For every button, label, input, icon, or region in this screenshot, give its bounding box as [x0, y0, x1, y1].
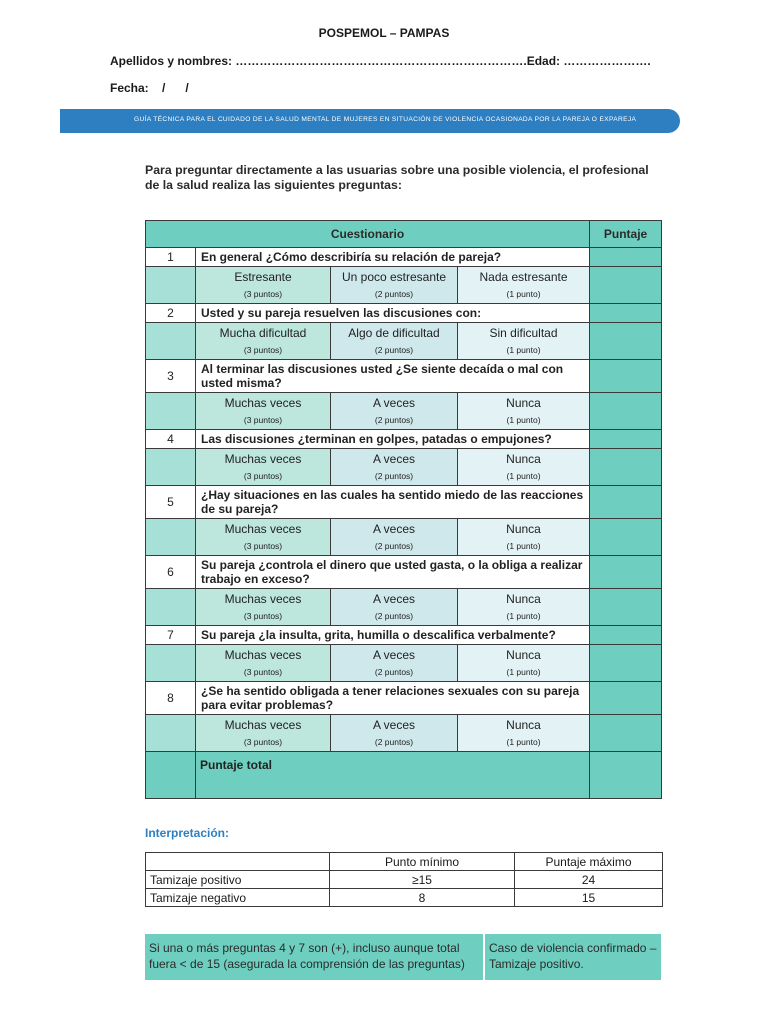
question-number: 5 [146, 486, 196, 519]
answer-option-label: Muchas veces [224, 451, 302, 466]
answer-score-cell [590, 715, 662, 752]
answer-row-blank [146, 715, 196, 752]
answer-score-cell [590, 645, 662, 682]
answer-option [458, 645, 590, 682]
question-number: 8 [146, 682, 196, 715]
answer-option-points: (2 puntos) [374, 414, 414, 425]
answer-option-points: (2 puntos) [374, 736, 414, 747]
answer-option-points: (3 puntos) [243, 288, 283, 299]
interpretation-table [145, 852, 663, 907]
question-score-cell [590, 556, 662, 589]
answer-option-label: Nada estresante [479, 269, 568, 284]
answer-score-cell [590, 449, 662, 486]
answer-option-points: (2 puntos) [374, 344, 414, 355]
question-text: Su pareja ¿controla el dinero que usted gasta, o la obliga a realizar trabajo en exceso? [196, 556, 590, 589]
answer-row-blank [146, 267, 196, 304]
answer-option-label: Mucha dificultad [219, 325, 307, 340]
answer-option [331, 267, 458, 304]
answer-option-label: A veces [372, 717, 416, 732]
question-row [146, 304, 662, 323]
answer-option-label: A veces [372, 395, 416, 410]
questionnaire-header-row [146, 221, 662, 248]
question-score-cell [590, 248, 662, 267]
answer-option-points: (3 puntos) [243, 540, 283, 551]
answer-row-blank [146, 393, 196, 430]
date-field: Fecha: / / [110, 81, 189, 95]
answer-option-label: Muchas veces [224, 591, 302, 606]
total-row [146, 752, 662, 799]
answer-option [196, 393, 331, 430]
guide-banner-text: GUÍA TÉCNICA PARA EL CUIDADO DE LA SALUD MENTAL DE MUJERES EN SITUACIÓN DE VIOLENCIA OCASIONADA POR LA PAREJA O EXPAREJA [134, 116, 637, 123]
max-score-value: 24 [515, 871, 663, 889]
min-score-value: ≥15 [330, 871, 515, 889]
answer-option-label: Muchas veces [224, 521, 302, 536]
question-text: Su pareja ¿la insulta, grita, humilla o descalifica verbalmente? [196, 626, 590, 645]
question-number: 4 [146, 430, 196, 449]
score-header: Puntaje [590, 221, 662, 248]
answer-score-cell [590, 323, 662, 360]
question-text: En general ¿Cómo describiría su relación de pareja? [196, 248, 590, 267]
answer-option [196, 323, 331, 360]
screening-label: Tamizaje negativo [146, 889, 330, 907]
answer-option-label: Muchas veces [224, 717, 302, 732]
question-text: ¿Se ha sentido obligada a tener relaciones sexuales con su pareja para evitar problemas? [196, 682, 590, 715]
answer-option [331, 715, 458, 752]
answer-option-points: (2 puntos) [374, 470, 414, 481]
answer-score-cell [590, 519, 662, 556]
note-divider [483, 934, 485, 980]
question-number: 6 [146, 556, 196, 589]
answer-option-points: (1 punto) [506, 470, 541, 481]
max-score-value: 15 [515, 889, 663, 907]
answer-option-points: (3 puntos) [243, 470, 283, 481]
answer-row-blank [146, 645, 196, 682]
question-score-cell [590, 360, 662, 393]
answer-score-cell [590, 589, 662, 626]
answer-option-label: Un poco estresante [341, 269, 447, 284]
answer-option-points: (2 puntos) [374, 288, 414, 299]
note-result: Caso de violencia confirmado – Tamizaje positivo. [489, 941, 657, 971]
answer-option [196, 449, 331, 486]
answer-option-label: Nunca [506, 395, 541, 410]
question-number: 7 [146, 626, 196, 645]
answer-option [196, 645, 331, 682]
answer-option-points: (3 puntos) [243, 666, 283, 677]
answer-option [196, 715, 331, 752]
answer-score-cell [590, 267, 662, 304]
screening-label: Tamizaje positivo [146, 871, 330, 889]
answer-option [331, 393, 458, 430]
answer-option-points: (3 puntos) [243, 414, 283, 425]
answer-option-label: Muchas veces [224, 395, 302, 410]
answer-option [458, 267, 590, 304]
answer-row [146, 267, 662, 304]
answer-option-label: A veces [372, 521, 416, 536]
question-score-cell [590, 486, 662, 519]
question-score-cell [590, 430, 662, 449]
min-score-header: Punto mínimo [330, 853, 515, 871]
question-text: Al terminar las discusiones usted ¿Se siente decaída o mal con usted misma? [196, 360, 590, 393]
answer-option-points: (1 punto) [506, 736, 541, 747]
answer-row [146, 589, 662, 626]
question-text: Usted y su pareja resuelven las discusiones con: [196, 304, 590, 323]
answer-row-blank [146, 449, 196, 486]
interpretation-header-blank [146, 853, 330, 871]
answer-option-label: Algo de dificultad [348, 325, 440, 340]
question-row [146, 486, 662, 519]
answer-option [458, 519, 590, 556]
interpretation-row-negative [146, 889, 663, 907]
answer-option-points: (2 puntos) [374, 540, 414, 551]
question-row [146, 626, 662, 645]
answer-option [331, 589, 458, 626]
answer-row [146, 519, 662, 556]
name-age-field: Apellidos y nombres: ……………………………………………………………….Edad: …………………. [110, 54, 651, 68]
question-score-cell [590, 682, 662, 715]
answer-option [331, 449, 458, 486]
questionnaire-table [145, 220, 662, 799]
answer-option [458, 449, 590, 486]
answer-option-points: (3 puntos) [243, 610, 283, 621]
answer-option-points: (1 punto) [506, 666, 541, 677]
answer-option-label: A veces [372, 647, 416, 662]
interpretation-header-row [146, 853, 663, 871]
total-row-blank [146, 752, 196, 799]
answer-option-points: (3 puntos) [243, 736, 283, 747]
answer-option [458, 715, 590, 752]
question-row [146, 248, 662, 267]
interpretation-note [145, 934, 661, 980]
min-score-value: 8 [330, 889, 515, 907]
interpretation-title: Interpretación: [145, 826, 230, 840]
answer-option-label: Muchas veces [224, 647, 302, 662]
questionnaire-header: Cuestionario [146, 221, 590, 248]
answer-row [146, 645, 662, 682]
answer-option-label: Sin dificultad [489, 325, 558, 340]
answer-option-points: (1 punto) [506, 288, 541, 299]
answer-option-points: (2 puntos) [374, 610, 414, 621]
answer-row [146, 449, 662, 486]
total-label: Puntaje total [196, 752, 590, 799]
answer-option-points: (1 punto) [506, 540, 541, 551]
answer-option-label: Nunca [506, 591, 541, 606]
question-number: 2 [146, 304, 196, 323]
question-row [146, 360, 662, 393]
note-condition: Si una o más preguntas 4 y 7 son (+), incluso aunque total fuera < de 15 (asegurada la comprensión de las preguntas) [149, 941, 465, 971]
answer-option [331, 519, 458, 556]
answer-score-cell [590, 393, 662, 430]
answer-option [458, 589, 590, 626]
document-title: POSPEMOL – PAMPAS [318, 26, 450, 40]
answer-option-label: Nunca [506, 521, 541, 536]
answer-option-label: Nunca [506, 717, 541, 732]
answer-row-blank [146, 589, 196, 626]
guide-banner [60, 109, 680, 133]
answer-option-label: Nunca [506, 451, 541, 466]
question-row [146, 682, 662, 715]
answer-option-label: A veces [372, 451, 416, 466]
question-number: 1 [146, 248, 196, 267]
answer-option-points: (1 punto) [506, 414, 541, 425]
answer-option-label: Estresante [234, 269, 292, 284]
answer-option-label: Nunca [506, 647, 541, 662]
question-number: 3 [146, 360, 196, 393]
answer-option [458, 323, 590, 360]
answer-row-blank [146, 323, 196, 360]
answer-option-points: (1 punto) [506, 344, 541, 355]
answer-option-label: A veces [372, 591, 416, 606]
answer-option [196, 519, 331, 556]
answer-option [331, 323, 458, 360]
question-row [146, 430, 662, 449]
answer-row-blank [146, 519, 196, 556]
question-text: ¿Hay situaciones en las cuales ha sentido miedo de las reacciones de su pareja? [196, 486, 590, 519]
answer-option-points: (2 puntos) [374, 666, 414, 677]
answer-row [146, 715, 662, 752]
answer-option [458, 393, 590, 430]
intro-paragraph: Para preguntar directamente a las usuarias sobre una posible violencia, el profesional de la salud realiza las siguientes preguntas: [145, 163, 649, 192]
answer-option-points: (1 punto) [506, 610, 541, 621]
answer-option [331, 645, 458, 682]
question-text: Las discusiones ¿terminan en golpes, patadas o empujones? [196, 430, 590, 449]
answer-row [146, 323, 662, 360]
answer-option-points: (3 puntos) [243, 344, 283, 355]
total-score-cell [590, 752, 662, 799]
answer-row [146, 393, 662, 430]
interpretation-row-positive [146, 871, 663, 889]
answer-option [196, 589, 331, 626]
question-score-cell [590, 304, 662, 323]
max-score-header: Puntaje máximo [515, 853, 663, 871]
answer-option [196, 267, 331, 304]
question-row [146, 556, 662, 589]
question-score-cell [590, 626, 662, 645]
